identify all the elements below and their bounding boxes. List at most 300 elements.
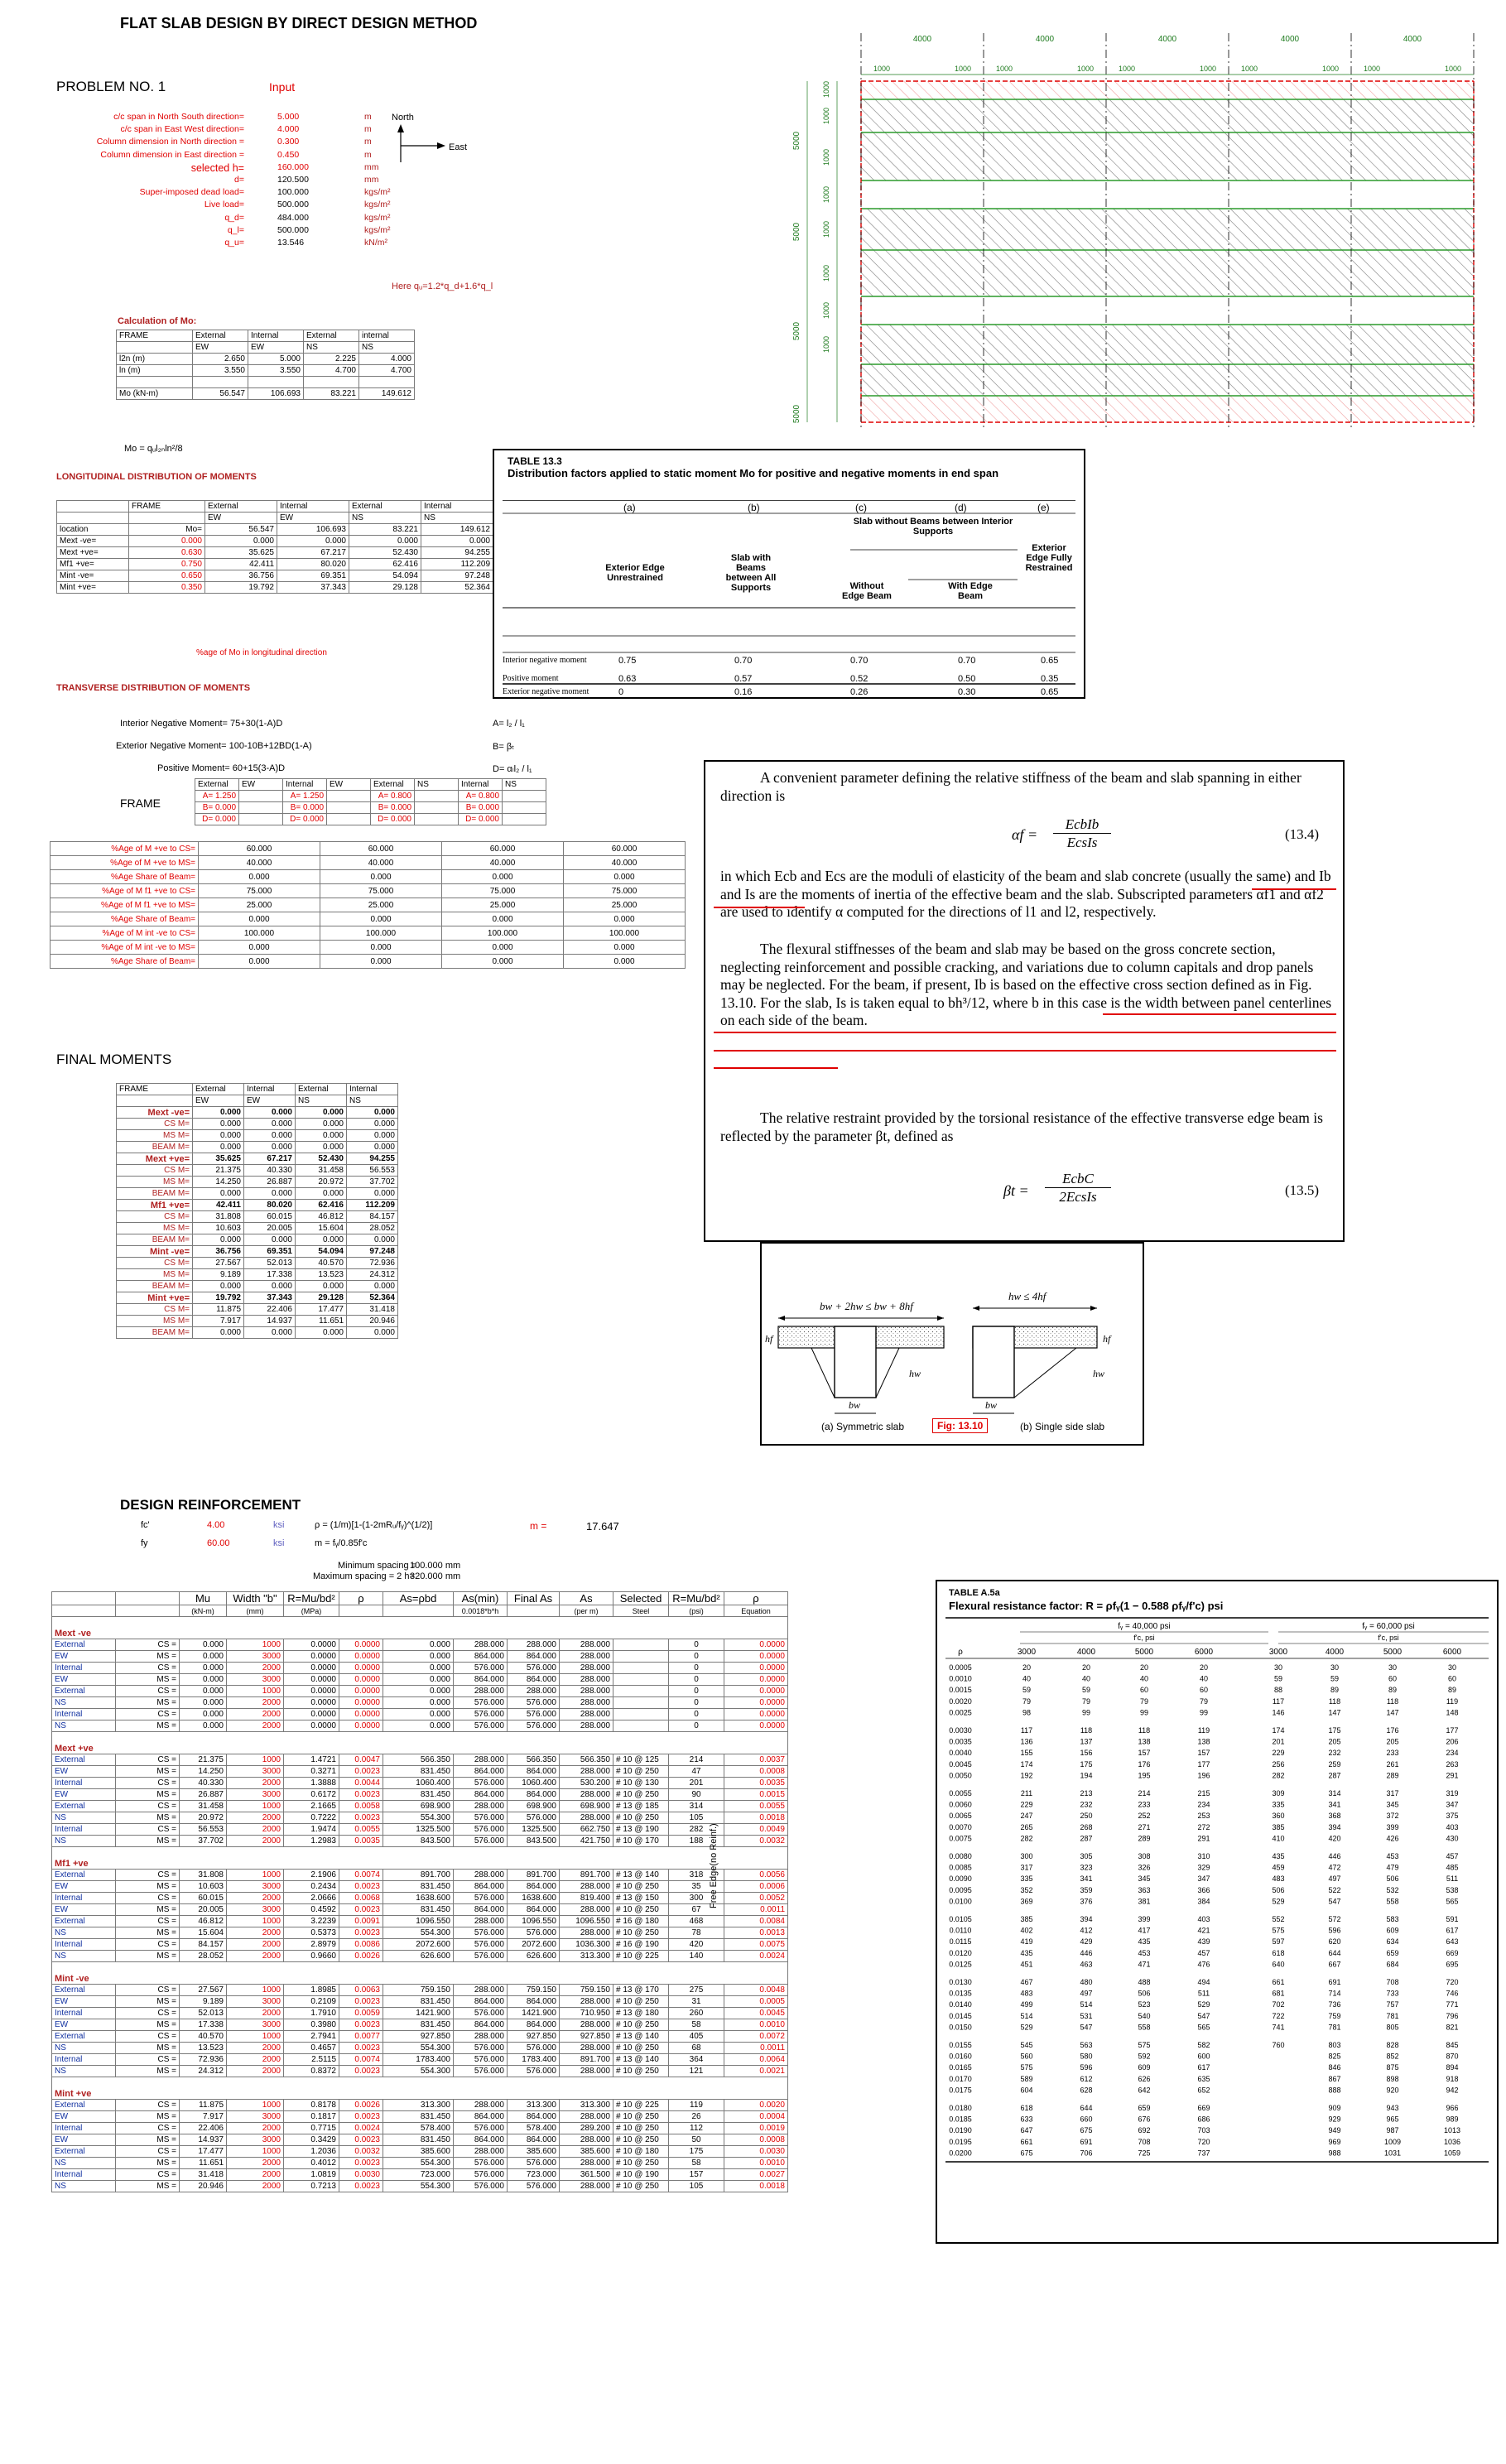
table-cell: 576.000 — [454, 2054, 508, 2066]
mo-formula: Mo = qᵤl₂ₙln²/8 — [124, 444, 183, 454]
table-row — [52, 2066, 788, 2077]
table-cell: 0.000 — [296, 1327, 347, 1339]
rho-label: ρ — [958, 1648, 963, 1657]
table-cell: NS — [296, 1095, 347, 1107]
table-cell: # 10 @ 250 — [613, 1812, 669, 1824]
table-cell: 0.0044 — [339, 1778, 383, 1789]
fig-b-hf: hf — [1103, 1333, 1111, 1345]
table-cell: Internal — [421, 501, 493, 513]
input-value[interactable]: 500.000 — [277, 200, 309, 210]
table-cell: 0.0023 — [339, 1789, 383, 1801]
input-value[interactable]: 484.000 — [277, 212, 309, 223]
a5a-cell: 0.0155 — [949, 2041, 972, 2049]
input-unit: kgs/m² — [364, 224, 391, 235]
table-cell: # 10 @ 250 — [613, 1927, 669, 1939]
table-cell: 0.0030 — [339, 2169, 383, 2181]
input-unit: kgs/m² — [364, 187, 391, 198]
factor-value: 0.35 — [1041, 674, 1059, 684]
fc-value: 3000 — [1268, 1648, 1288, 1657]
input-label: c/c span in North South direction= — [113, 112, 244, 122]
table-row — [52, 2100, 788, 2111]
para-1: A convenient parameter defining the relative stiffness of the beam and slab spanning in either direction is — [720, 769, 1302, 804]
table-row — [52, 1674, 788, 1686]
table-a5a-title: TABLE A.5a — [949, 1588, 1000, 1598]
table-cell: 891.700 — [383, 1870, 454, 1881]
table-cell: External — [193, 1084, 244, 1095]
a5a-cell: 736 — [1328, 2000, 1341, 2009]
a5a-cell: 59 — [1081, 1686, 1091, 1695]
table-cell: B= 0.000 — [195, 802, 239, 814]
fc-label: fc' — [141, 1520, 150, 1530]
factor-value: 0.70 — [958, 656, 976, 666]
a5a-cell: 942 — [1446, 2086, 1459, 2095]
table-cell: 1325.500 — [508, 1824, 560, 1836]
m-label: m = — [530, 1520, 547, 1532]
a5a-cell: 176 — [1386, 1726, 1399, 1735]
input-value[interactable]: 100.000 — [277, 187, 309, 198]
a5a-cell: 156 — [1080, 1749, 1093, 1758]
table-cell: 288.000 — [560, 2111, 613, 2123]
input-value[interactable]: 0.450 — [277, 149, 300, 160]
table-a5a-grid — [937, 1581, 1497, 2242]
a5a-cell: 435 — [1138, 1937, 1151, 1947]
a5a-cell: 634 — [1386, 1937, 1399, 1947]
table-cell: 0.000 — [383, 1697, 454, 1709]
table-cell: 2000 — [227, 1836, 284, 1847]
table-cell: 0.000 — [244, 1327, 296, 1339]
a5a-cell: 347 — [1446, 1800, 1459, 1809]
table-cell: 0.0023 — [339, 2158, 383, 2169]
a5a-cell: 965 — [1386, 2115, 1399, 2124]
free-edge-note: Free Edge(no Reinf.) — [709, 1823, 719, 1908]
table-cell: 0.000 — [180, 1639, 227, 1651]
table-row — [52, 1686, 788, 1697]
a5a-cell: 394 — [1328, 1822, 1341, 1831]
table-cell: 576.000 — [454, 1709, 508, 1720]
table-cell: 121 — [669, 2066, 724, 2077]
table-cell: 288.000 — [454, 1916, 508, 1927]
table-cell: 0.000 — [383, 1639, 454, 1651]
table-cell: 31.458 — [180, 1801, 227, 1812]
table-cell: 24.312 — [347, 1269, 398, 1281]
table-cell: 0.0000 — [339, 1674, 383, 1686]
table-cell: 864.000 — [454, 2134, 508, 2146]
table-cell: 0 — [669, 1686, 724, 1697]
table-cell: 288.000 — [454, 1754, 508, 1766]
table-cell: 288.000 — [560, 2019, 613, 2031]
table-cell: MS = — [116, 1996, 180, 2008]
table-cell: 0.0055 — [339, 1824, 383, 1836]
table-cell: 0 — [669, 1663, 724, 1674]
table-cell: 84.157 — [180, 1939, 227, 1951]
table-cell: 1421.900 — [508, 2008, 560, 2019]
table-cell: 0.0023 — [339, 2043, 383, 2054]
a5a-cell: 376 — [1080, 1897, 1093, 1906]
factor-row-label: Exterior negative moment — [503, 687, 589, 696]
table-cell: Internal — [52, 2008, 116, 2019]
table-row — [117, 1246, 398, 1258]
table-cell: 0.000 — [244, 1130, 296, 1142]
table-cell: 288.000 — [454, 2031, 508, 2043]
table-cell: 0.000 — [193, 1188, 244, 1200]
table-cell: CS = — [116, 1870, 180, 1881]
table-cell: CS = — [116, 1985, 180, 1996]
table-cell: 0.0000 — [724, 1720, 788, 1732]
table-cell: 0.0000 — [339, 1663, 383, 1674]
table-row — [52, 1836, 788, 1847]
table-cell: 0.0024 — [724, 1951, 788, 1962]
table-cell: EW — [193, 1095, 244, 1107]
a5a-cell: 969 — [1328, 2137, 1341, 2146]
table-cell: 0.0013 — [724, 1927, 788, 1939]
table-cell: 1.3888 — [284, 1778, 339, 1789]
table-cell: MS M= — [117, 1316, 193, 1327]
table-row — [52, 1778, 788, 1789]
table-cell: Mext +ve= — [57, 547, 129, 559]
table-cell: 0.0049 — [724, 1824, 788, 1836]
table-cell: 1.0819 — [284, 2169, 339, 2181]
table-group-row — [52, 2077, 788, 2100]
a5a-cell: 0.0130 — [949, 1978, 972, 1986]
table-cell: 0.000 — [347, 1188, 398, 1200]
input-value[interactable]: 160.000 — [277, 161, 309, 172]
table-header-cell — [52, 1592, 116, 1605]
input-label: Super-imposed dead load= — [139, 187, 244, 198]
table-cell: 576.000 — [454, 1812, 508, 1824]
table-row — [52, 1927, 788, 1939]
column-strip — [861, 325, 1474, 364]
a5a-cell: 480 — [1080, 1978, 1093, 1986]
table-cell: 0.750 — [129, 559, 205, 570]
table-cell: # 13 @ 185 — [613, 1801, 669, 1812]
table-cell: Internal — [283, 779, 327, 791]
table-cell: 288.000 — [454, 1870, 508, 1881]
table-cell: 106.693 — [248, 388, 304, 400]
table-cell — [117, 1095, 193, 1107]
strip-dimension: 1000 — [822, 220, 830, 238]
table-cell: CS M= — [117, 1211, 193, 1223]
a5a-cell: 722 — [1272, 2011, 1285, 2020]
table-cell: 1060.400 — [508, 1778, 560, 1789]
table-cell: 385.600 — [383, 2146, 454, 2158]
table-cell: 385.600 — [560, 2146, 613, 2158]
table-cell: 0.0000 — [284, 1709, 339, 1720]
table-cell: External — [52, 1801, 116, 1812]
column-strip — [861, 99, 1474, 132]
table-cell: 576.000 — [454, 1927, 508, 1939]
table-row — [57, 582, 493, 594]
a5a-cell: 341 — [1328, 1800, 1341, 1809]
table-cell: 0.000 — [296, 1142, 347, 1153]
table-cell: 0.000 — [296, 1234, 347, 1246]
col-e-head: Exterior Edge Fully Restrained — [1025, 543, 1073, 573]
a5a-cell: 177 — [1197, 1759, 1210, 1769]
table-cell: 314 — [669, 1801, 724, 1812]
a5a-cell: 0.0085 — [949, 1863, 972, 1872]
table-cell — [613, 1639, 669, 1651]
table-row — [57, 570, 493, 582]
a5a-cell: 467 — [1020, 1978, 1033, 1986]
table-cell: Internal — [248, 330, 304, 342]
table-cell: 0.000 — [320, 955, 442, 969]
table-cell: 78 — [669, 1927, 724, 1939]
table-cell: 31.458 — [296, 1165, 347, 1177]
table-cell: 2.1906 — [284, 1870, 339, 1881]
table-cell: 626.600 — [383, 1951, 454, 1962]
table-row — [117, 342, 415, 354]
a5a-cell: 289 — [1386, 1771, 1399, 1780]
table-cell: 50 — [669, 2134, 724, 2146]
table-cell: 864.000 — [454, 1789, 508, 1801]
table-cell: 0.000 — [383, 1686, 454, 1697]
a5a-cell: 250 — [1080, 1812, 1093, 1821]
fig-a-width-label: bw + 2hw ≤ bw + 8hf — [820, 1300, 913, 1312]
table-cell: CS = — [116, 2146, 180, 2158]
a5a-cell: 234 — [1197, 1800, 1210, 1809]
table-cell: %Age of M +ve to CS= — [51, 842, 199, 856]
table-cell: Internal — [52, 2123, 116, 2134]
table-cell: %Age Share of Beam= — [51, 870, 199, 884]
table-cell: 1.2036 — [284, 2146, 339, 2158]
table-cell: 100.000 — [320, 926, 442, 941]
table-cell: 19.792 — [205, 582, 277, 594]
table-cell: 288.000 — [560, 2134, 613, 2146]
a5a-cell: 0.0135 — [949, 1989, 972, 1998]
table-header-cell: Mu — [180, 1592, 227, 1605]
table-cell — [239, 791, 283, 802]
table-cell: 2000 — [227, 2123, 284, 2134]
table-cell: 2.1665 — [284, 1801, 339, 1812]
a5a-cell: 0.0045 — [949, 1759, 972, 1769]
table-cell: BEAM M= — [117, 1281, 193, 1292]
long-heading: LONGITUDINAL DISTRIBUTION OF MOMENTS — [56, 472, 257, 482]
table-cell: 67 — [669, 1904, 724, 1916]
fc-value: 4000 — [1325, 1648, 1345, 1657]
a5a-cell: 282 — [1272, 1771, 1285, 1780]
input-value[interactable]: 120.500 — [277, 175, 309, 185]
table-cell: 60.000 — [320, 842, 442, 856]
table-cell: 288.000 — [560, 2181, 613, 2192]
input-unit: m — [364, 124, 372, 135]
table-cell: 0.0000 — [724, 1686, 788, 1697]
table-header-cell — [116, 1605, 180, 1617]
a5a-cell: 0.0090 — [949, 1874, 972, 1884]
table-cell: 0.000 — [421, 536, 493, 547]
table-cell: Internal — [244, 1084, 296, 1095]
table-cell: NS — [349, 513, 421, 524]
final-heading: FINAL MOMENTS — [56, 1052, 172, 1067]
input-value[interactable]: 13.546 — [277, 238, 305, 248]
span-dimension: 5000 — [792, 222, 801, 242]
a5a-cell: 256 — [1272, 1759, 1285, 1769]
table-cell: 0.0010 — [724, 2019, 788, 2031]
table-cell: 0.000 — [129, 536, 205, 547]
table-cell: CS M= — [117, 1304, 193, 1316]
a5a-cell: 215 — [1197, 1789, 1210, 1797]
table-cell: 3000 — [227, 1996, 284, 2008]
input-value[interactable]: 4.000 — [277, 124, 300, 135]
table-cell: # 13 @ 140 — [613, 2031, 669, 2043]
table-cell: MS = — [116, 2066, 180, 2077]
table-cell: 2000 — [227, 2169, 284, 2181]
table-cell: 0.0023 — [339, 2181, 383, 2192]
a5a-cell: 0.0040 — [949, 1749, 972, 1758]
a5a-cell: 633 — [1020, 2115, 1033, 2124]
table-cell: MS M= — [117, 1177, 193, 1188]
table-cell: 3000 — [227, 2134, 284, 2146]
table-cell: 35.625 — [205, 547, 277, 559]
table-cell: 0.0048 — [724, 1985, 788, 1996]
table-cell: 20.972 — [180, 1812, 227, 1824]
table-cell: 100.000 — [564, 926, 686, 941]
table-cell: 3000 — [227, 1651, 284, 1663]
table-cell — [613, 1720, 669, 1732]
table-cell: 0.0035 — [724, 1778, 788, 1789]
table-cell: 0.000 — [193, 1327, 244, 1339]
a5a-cell: 691 — [1328, 1978, 1341, 1986]
trans-heading: TRANSVERSE DISTRIBUTION OF MOMENTS — [56, 683, 251, 693]
input-value[interactable]: 0.300 — [277, 137, 300, 147]
table-cell: 1638.600 — [383, 1893, 454, 1904]
table-cell: 0.7213 — [284, 2181, 339, 2192]
table-cell — [327, 791, 371, 802]
a5a-cell: 661 — [1272, 1978, 1285, 1986]
table-cell: 0.0027 — [724, 2169, 788, 2181]
table-row — [117, 1119, 398, 1130]
table-cell: CS = — [116, 2008, 180, 2019]
table-row — [57, 547, 493, 559]
a5a-cell: 79 — [1139, 1696, 1149, 1706]
strip-dimension: 1000 — [1363, 65, 1381, 73]
table-row — [195, 779, 546, 791]
table-cell: 0.0000 — [724, 1663, 788, 1674]
a5a-cell: 265 — [1020, 1822, 1033, 1831]
table-cell: 4.000 — [359, 354, 415, 365]
a5a-cell: 647 — [1020, 2126, 1033, 2135]
m-formula: m = fᵧ/0.85f'c — [315, 1538, 368, 1548]
table-cell: 288.000 — [560, 1766, 613, 1778]
table-cell — [415, 802, 459, 814]
input-value[interactable]: 5.000 — [277, 112, 300, 122]
a5a-cell: 511 — [1197, 1989, 1210, 1998]
table-cell: 2.7941 — [284, 2031, 339, 2043]
a5a-cell: 0.0115 — [949, 1937, 972, 1947]
table-cell: 288.000 — [560, 1812, 613, 1824]
table-cell: 0.0023 — [339, 1812, 383, 1824]
table-cell: CS = — [116, 2123, 180, 2134]
table-cell: 20.005 — [244, 1223, 296, 1234]
table-cell: NS — [52, 1836, 116, 1847]
table-cell: 80.020 — [244, 1200, 296, 1211]
table-cell: 10.603 — [193, 1223, 244, 1234]
table-row — [52, 2031, 788, 2043]
table-cell: 891.700 — [508, 1870, 560, 1881]
table-cell: CS = — [116, 1639, 180, 1651]
a5a-cell: 205 — [1386, 1737, 1399, 1746]
input-value[interactable]: 500.000 — [277, 224, 309, 235]
factor-value: 0.52 — [850, 674, 868, 684]
table-cell: 0.0000 — [284, 1639, 339, 1651]
table-cell: 0.000 — [383, 1651, 454, 1663]
table-row — [51, 926, 686, 941]
table-cell: 576.000 — [454, 1778, 508, 1789]
table-cell: 42.411 — [193, 1200, 244, 1211]
factor-row-label: Interior negative moment — [503, 656, 587, 665]
a5a-cell: 446 — [1080, 1948, 1093, 1957]
a5a-cell: 642 — [1138, 2086, 1151, 2095]
input-unit: kgs/m² — [364, 212, 391, 223]
table-cell: EW — [52, 1881, 116, 1893]
table-cell: 20.946 — [347, 1316, 398, 1327]
table-cell: 7.917 — [193, 1316, 244, 1327]
table-cell: 0.0077 — [339, 2031, 383, 2043]
a5a-cell: 949 — [1328, 2126, 1341, 2135]
strip-dimension: 1000 — [822, 301, 830, 320]
table-cell: 3000 — [227, 1766, 284, 1778]
table-cell: 0.000 — [347, 1234, 398, 1246]
table-cell: 0.0059 — [339, 2008, 383, 2019]
a5a-cell: 652 — [1197, 2086, 1210, 2095]
table-cell: 58 — [669, 2019, 724, 2031]
table-cell: B= 0.000 — [459, 802, 503, 814]
a5a-cell: 268 — [1080, 1822, 1093, 1831]
table-cell: 0.0010 — [724, 2158, 788, 2169]
table-cell: CS M= — [117, 1258, 193, 1269]
a5a-cell: 943 — [1386, 2104, 1399, 2112]
table-cell: CS = — [116, 1663, 180, 1674]
table-header-cell: (MPa) — [284, 1605, 339, 1617]
table-row — [51, 941, 686, 955]
table-cell: NS — [359, 342, 415, 354]
table-cell: NS — [52, 2181, 116, 2192]
table-cell: 566.350 — [383, 1754, 454, 1766]
table-cell: External — [304, 330, 359, 342]
table-cell: 554.300 — [383, 2043, 454, 2054]
a5a-cell: 0.0105 — [949, 1915, 972, 1923]
table-cell: 75.000 — [320, 884, 442, 898]
table-cell: 0.0075 — [724, 1939, 788, 1951]
table-cell: 0.350 — [129, 582, 205, 594]
table-cell: 2.225 — [304, 354, 359, 365]
table-cell: 0.000 — [564, 870, 686, 884]
table-row — [117, 1258, 398, 1269]
table-cell: CS = — [116, 2031, 180, 2043]
table-cell: 318 — [669, 1870, 724, 1881]
a5a-cell: 618 — [1272, 1948, 1285, 1957]
table-cell: CS = — [116, 1893, 180, 1904]
table-cell: FRAME — [129, 501, 205, 513]
table-cell: # 13 @ 150 — [613, 1893, 669, 1904]
fig-a-bw: bw — [849, 1399, 861, 1411]
table-cell: 0.0005 — [724, 1996, 788, 2008]
table-cell: Mext -ve= — [117, 1107, 193, 1119]
table-cell: 2000 — [227, 1720, 284, 1732]
a5a-cell: 592 — [1138, 2052, 1151, 2061]
table-row — [117, 1200, 398, 1211]
table-cell: 0.000 — [296, 1281, 347, 1292]
table-cell: 0.2109 — [284, 1996, 339, 2008]
table-cell: 0.000 — [180, 1697, 227, 1709]
a5a-cell: 771 — [1446, 2000, 1459, 2009]
table-cell: 288.000 — [560, 1996, 613, 2008]
table-cell: Internal — [52, 1709, 116, 1720]
table-cell: 0.0000 — [339, 1651, 383, 1663]
table-cell: 37.343 — [277, 582, 349, 594]
table-cell: 0.000 — [442, 955, 564, 969]
a5a-cell: 0.0180 — [949, 2104, 972, 2112]
table-cell: 364 — [669, 2054, 724, 2066]
fig-b-hw: hw — [1093, 1368, 1105, 1379]
